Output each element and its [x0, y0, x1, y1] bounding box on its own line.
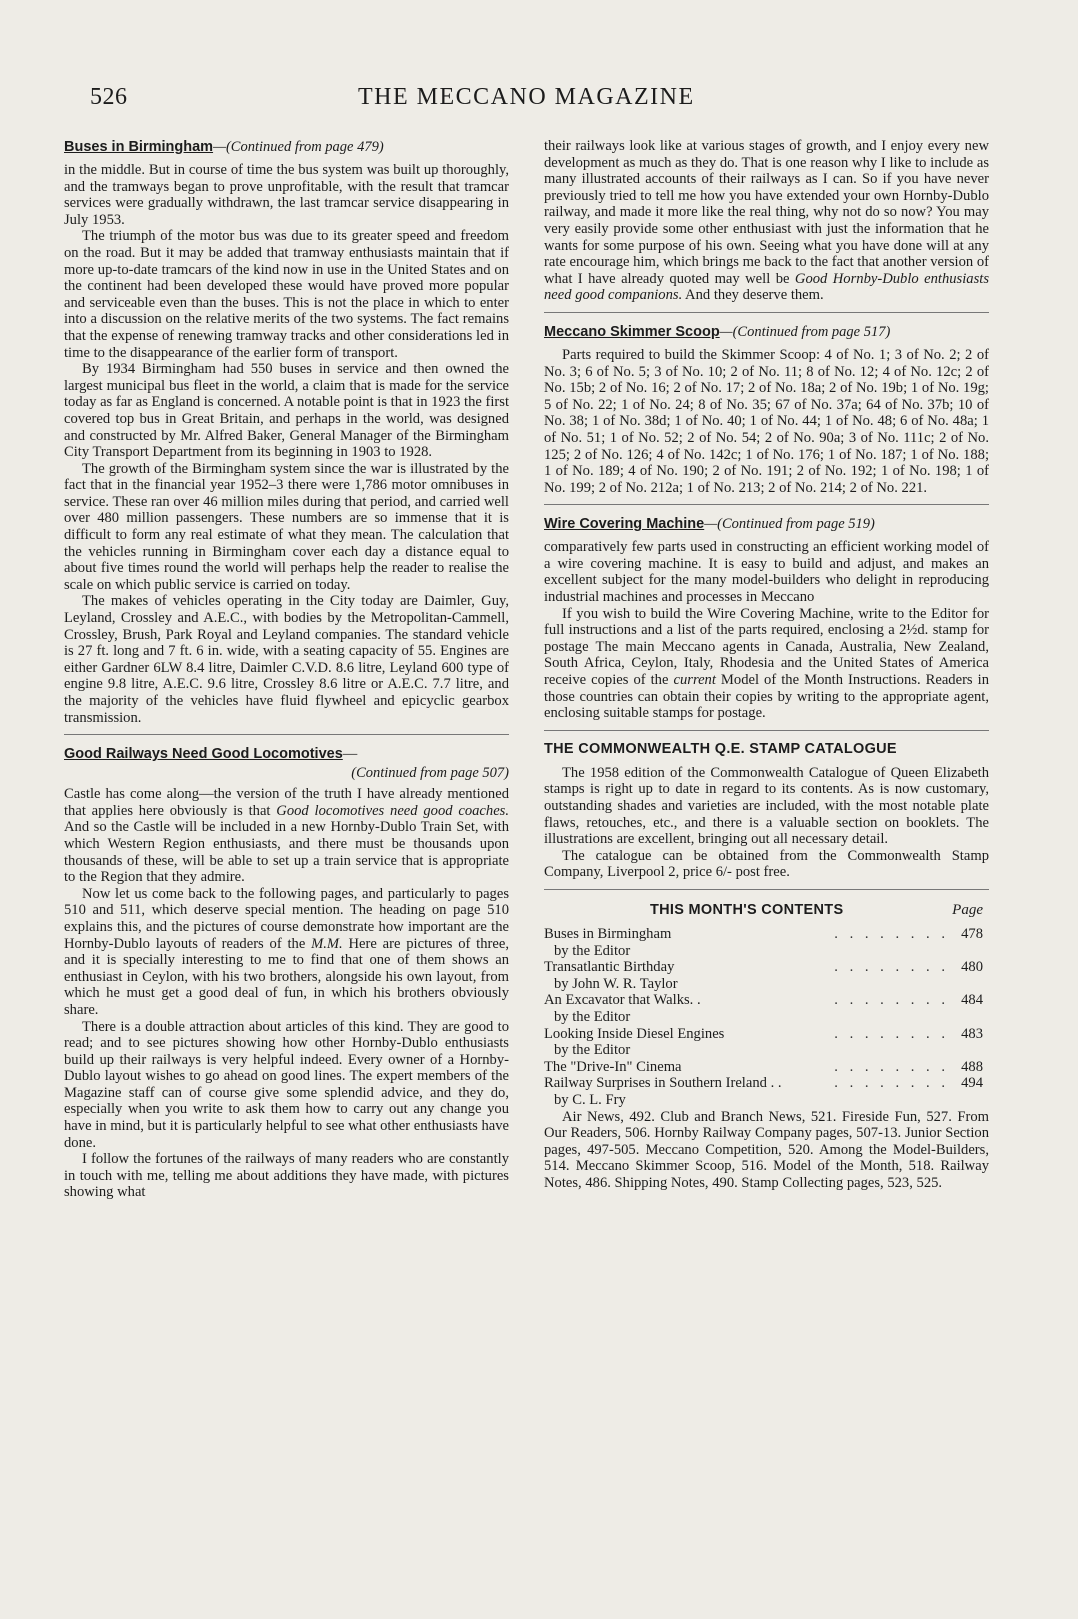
- railways-paragraph: There is a double attraction about articles of this kind. They are good to read; and to see pictures showing how other Hornby-Dublo enthusiasts build up their railways is very helpful indeed. Every owner of a Hornby-Dublo layout wishes to go ahead on good lines. The expert members of the Magazine staff can of course give some splendid advice, and they do, especially when you write to ask them how to carry out any change you have in mind, but it is particularly helpful to see what other enthusiasts have done.: [64, 1018, 510, 1151]
- contents-entry-author: by the Editor: [554, 942, 631, 959]
- contents-entry: [544, 1026, 989, 1043]
- railways-dash: —: [342, 746, 358, 763]
- contents-entry-author: by John W. R. Taylor: [554, 975, 678, 992]
- wire-paragraph: comparatively few parts used in constructing an efficient working model of a wire covering machine. It is easy to build and adjust, and makes an excellent subject for the many model-builders who delight in reproducing industrial machines and processes in Meccano: [544, 539, 989, 606]
- stamp-paragraph: The catalogue can be obtained from the Commonwealth Stamp Company, Liverpool 2, price 6/- post free.: [544, 847, 989, 881]
- contents-entry: [544, 1075, 989, 1092]
- contents-entry-page: 484: [961, 992, 983, 1009]
- buses-paragraph: The makes of vehicles operating in the City today are Daimler, Guy, Leyland, Crossley and A.E.C., with bodies by the Metropolitan-Cammell, Crossley, Brush, Park Royal and Leyland companies. The standard vehicle is 27 ft. long and 7 ft. 6 in. wide, with a seating capacity of 55. Engines are either Gardner 6LW 8.4 litre, Daimler C.V.D. 8.6 litre, Leyland 600 type of engine 9.8 litre, A.E.C. 9.6 litre, Crossley 8.6 litre or A.E.C. 7.7 litre, and the majority of the vehicles have fluid flywheel and epicyclic gearbox transmission.: [64, 593, 509, 726]
- wire-heading: [544, 515, 989, 533]
- divider: [544, 312, 989, 313]
- divider: [544, 730, 989, 731]
- contents-leader-dots: . . . . . . . .: [834, 1025, 949, 1042]
- contents-entry: [544, 959, 989, 976]
- contents-entry-author: by the Editor: [554, 1008, 631, 1025]
- wire-continued: —(Continued from page 519): [704, 516, 875, 533]
- contents-list: [544, 926, 989, 1109]
- railways-heading: [64, 745, 509, 763]
- railways-paragraph: I follow the fortunes of the railways of many readers who are constantly in touch with me, telling me about additions they have made, with pictures showing what: [64, 1151, 509, 1201]
- stamp-heading: THE COMMONWEALTH Q.E. STAMP CATALOGUE: [544, 740, 897, 757]
- contents-entry-author: by C. L. Fry: [554, 1091, 626, 1108]
- skimmer-parts-list: Parts required to build the Skimmer Scoop: 4 of No. 1; 3 of No. 2; 2 of No. 3; 6 of No. 5; 3 of No. 10; 2 of No. 11; 8 of No. 12; 4 of No. 12c; 2 of No. 15b; 2 of No. 16; 2 of No. 17; 2 of No. 18a; 2 of No. 19b; 1 of No. 19g; 5 of No. 22; 1 of No. 24; 8 of No. 35; 67 of No. 37a; 64 of No. 37b; 10 of No. 38; 1 of No. 38d; 1 of No. 40; 1 of No. 44; 1 of No. 48; 6 of No. 48a; 1 of No. 51; 1 of No. 52; 2 of No. 54; 2 of No. 90a; 3 of No. 111c; 2 of No. 125; 2 of No. 126; 4 of No. 142c; 1 of No. 176; 1 of No. 187; 1 of No. 188; 1 of No. 189; 4 of No. 190; 2 of No. 191; 2 of No. 192; 1 of No. 198; 1 of No. 199; 2 of No. 212a; 1 of No. 213; 2 of No. 214; 2 of No. 221.: [544, 346, 989, 496]
- skimmer-heading: [544, 323, 989, 341]
- divider: [544, 889, 989, 890]
- magazine-title: THE MECCANO MAGAZINE: [358, 84, 695, 110]
- skimmer-continued: —(Continued from page 517): [719, 323, 891, 340]
- skimmer-title: Meccano Skimmer Scoop: [544, 323, 720, 340]
- left-column: [64, 138, 509, 1201]
- wire-title: Wire Covering Machine: [544, 516, 705, 533]
- page-header: [88, 78, 988, 118]
- contents-misc: Air News, 492. Club and Branch News, 521. Fireside Fun, 527. From Our Readers, 506. Hornby Railway Company pages, 507-13. Junior Section pages, 497-505. Meccano Competition, 520. Among the Model-Builders, 514. Meccano Skimmer Scoop, 516. Model of the Month, 518. Railway Notes, 486. Shipping Notes, 490. Stamp Collecting pages, 523, 525.: [544, 1108, 989, 1191]
- buses-heading: [64, 138, 509, 156]
- contents-entry: [544, 926, 989, 943]
- contents-leader-dots: . . . . . . . .: [834, 992, 949, 1009]
- contents-heading: [544, 900, 989, 922]
- contents-entry-page: 494: [961, 1075, 983, 1092]
- contents-leader-dots: . . . . . . . .: [834, 925, 949, 942]
- contents-entry-title: Looking Inside Diesel Engines: [544, 1025, 725, 1042]
- contents-leader-dots: . . . . . . . .: [834, 1058, 949, 1075]
- buses-continued: —(Continued from page 479): [213, 139, 384, 155]
- buses-paragraph: in the middle. But in course of time the bus system was built up thoroughly, and the tramways began to prove unprofitable, with the result that tramcar services were gradually withdrawn, the last tramcar service disappearing in July 1953.: [64, 162, 509, 228]
- contents-entry-page: 478: [961, 925, 983, 942]
- railways-paragraph: their railways look like at various stages of growth, and I enjoy every new development as much as they do. That is one reason why I like to include as many illustrated accounts of their railways as I can. So if you have never previously tried to tell me how you have extended your own Hornby-Dublo railway, and made it more like the real thing, why not do so now? You may very easily provide some other enthusiast with just the information that he wants for some purpose of his own. Seeing what you have done will at any rate encourage him, which brings me back to the fact that another version of what I have already quoted may well be Good Hornby-Dublo enthusiasts need good companions. And they deserve them.: [544, 138, 989, 304]
- railways-title: Good Railways Need Good Locomotives: [64, 746, 343, 763]
- contents-title: THIS MONTH'S CONTENTS: [650, 901, 844, 918]
- contents-entry: [544, 1059, 989, 1076]
- buses-paragraph: The growth of the Birmingham system since the war is illustrated by the fact that in the financial year 1952–3 there were 1,786 motor omnibuses in service. These ran over 46 million miles during that period, and carried well over 480 million passengers. These numbers are so immense that it is difficult to form any real estimate of what they mean. The calculation that the vehicles running in Birmingham cover each day a distance equal to about five times round the world will perhaps help the reader to realise the scale on which public service is carried on today.: [64, 460, 509, 593]
- right-column: [544, 138, 989, 1191]
- railways-paragraph: Now let us come back to the following pages, and particularly to pages 510 and 511, which deserve special mention. The heading on page 510 explains this, and the pictures of course demonstrate how important are the Hornby-Dublo layouts of readers of the M.M. Here are pictures of three, and it is specially interesting to me to find that one of them shows an enthusiast in Ceylon, with his two brothers, alongside his own layout, from which he must get a good deal of fun, in which his brothers obviously share.: [64, 885, 509, 1018]
- buses-title: Buses in Birmingham: [64, 139, 214, 155]
- stamp-paragraph: The 1958 edition of the Commonwealth Catalogue of Queen Elizabeth stamps is right up to date in regard to its contents. As is now customary, outstanding shades and varieties are included, with the most notable plate flaws, retouches, etc., and there is a valuable section on booklets. The illustrations are excellent, bringing out all necessary detail.: [544, 764, 989, 848]
- contents-entry-page: 483: [961, 1025, 983, 1042]
- divider: [64, 734, 509, 735]
- contents-entry-page: 480: [961, 959, 983, 976]
- contents-entry-title: The "Drive-In" Cinema: [544, 1058, 682, 1075]
- contents-entry-title: Transatlantic Birthday: [544, 959, 675, 976]
- contents-entry: [544, 992, 989, 1009]
- contents-leader-dots: . . . . . . . .: [834, 959, 949, 976]
- railways-paragraph: Castle has come along—the version of the truth I have already mentioned that applies here obviously is that Good locomotives need good coaches. And so the Castle will be included in a new Hornby-Dublo Train Set, with which Western Region enthusiasts, and there must be thousands upon thousands of these, will be able to set up a train service that is appropriate to the Region that they admire.: [64, 786, 509, 886]
- contents-entry-page: 488: [961, 1058, 983, 1075]
- contents-page-label: Page: [952, 901, 983, 918]
- contents-entry-title: Buses in Birmingham: [544, 925, 672, 942]
- railways-continued: (Continued from page 507): [351, 765, 509, 782]
- buses-paragraph: By 1934 Birmingham had 550 buses in service and then owned the largest municipal bus fleet in the world, a claim that is made for the service today as far as England is concerned. A notable point is that in 1923 the first covered top bus in Great Britain, and perhaps in the world, was designed and constructed by Mr. Alfred Baker, General Manager of the Birmingham City Transport Department from its beginning in 1903 to 1928.: [64, 361, 510, 461]
- contents-entry-title: Railway Surprises in Southern Ireland . .: [544, 1075, 782, 1092]
- buses-paragraph: The triumph of the motor bus was due to its greater speed and freedom on the road. But it may be added that tramway enthusiasts maintain that if more up-to-date tramcars of the kind now in use in the United States and on the continent had been developed these would have proved more popular and serviceable even than the buses. This is not the place in which to enter into a discussion on the relative merits of the two systems. The fact remains that the expense of renewing tramway tracks and other considerations led in time to the disappearance of the earlier form of transport.: [64, 228, 509, 361]
- contents-leader-dots: . . . . . . . .: [834, 1075, 949, 1092]
- contents-entry-title: An Excavator that Walks. .: [544, 992, 701, 1009]
- contents-entry-author: by the Editor: [554, 1042, 631, 1059]
- wire-paragraph: If you wish to build the Wire Covering Machine, write to the Editor for full instructions and a list of the parts required, enclosing a 2½d. stamp for postage The main Meccano agents in Canada, Australia, New Zealand, South Africa, Ceylon, Italy, Rhodesia and the United States of America receive copies of the current Model of the Month Instructions. Readers in those countries can obtain their copies by writing to the appropriate agent, enclosing suitable stamps for postage.: [544, 605, 989, 722]
- divider: [544, 504, 989, 505]
- page-number: 526: [90, 84, 128, 110]
